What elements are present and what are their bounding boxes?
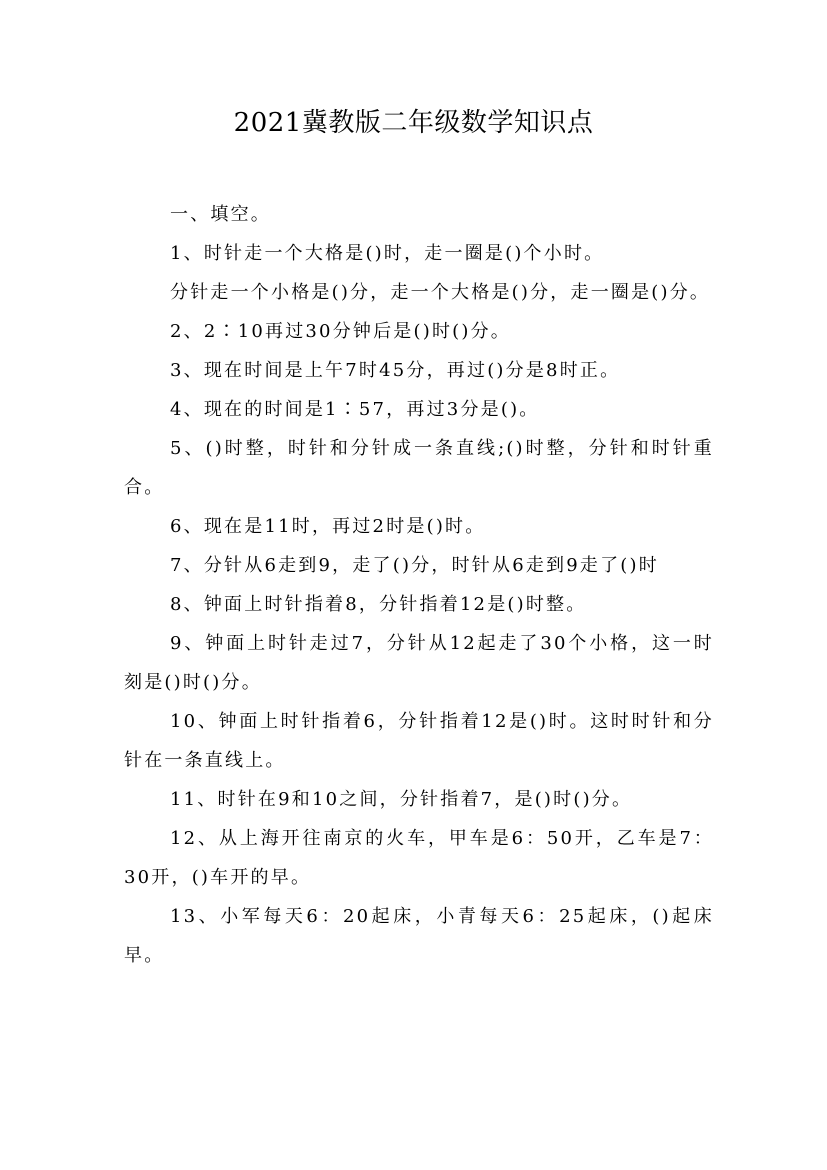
question-paragraph: 分针走一个小格是()分，走一个大格是()分，走一圈是()分。 <box>170 282 711 303</box>
question-paragraph: 3、现在时间是上午7时45分，再过()分是8时正。 <box>170 360 621 381</box>
question-paragraph: 9、钟面上时针走过7，分针从12起走了30个小格，这一时刻是()时()分。 <box>124 633 714 693</box>
question-paragraph: 1、时针走一个大格是()时，走一圈是()个小时。 <box>170 243 605 264</box>
question-paragraph: 8、钟面上时针指着8，分针指着12是()时整。 <box>170 594 587 615</box>
question-paragraph: 12、从上海开往南京的火车，甲车是6：50开，乙车是7：30开，()车开的早。 <box>124 828 714 888</box>
question-paragraph: 7、分针从6走到9，走了()分，时针从6走到9走了()时 <box>170 555 659 576</box>
question-paragraph: 10、钟面上时针指着6，分针指着12是()时。这时时针和分针在一条直线上。 <box>124 711 714 771</box>
document-title: 2021冀教版二年级数学知识点 <box>233 108 594 138</box>
question-paragraph: 6、现在是11时，再过2时是()时。 <box>170 516 486 537</box>
question-paragraph: 2、2∶10再过30分钟后是()时()分。 <box>170 321 512 342</box>
question-paragraph: 11、时针在9和10之间，分针指着7，是()时()分。 <box>170 789 633 810</box>
document-body <box>124 195 714 975</box>
question-paragraph: 13、小军每天6：20起床，小青每天6：25起床，()起床早。 <box>124 906 714 966</box>
question-paragraph: 5、()时整，时针和分针成一条直线;()时整，分针和时针重合。 <box>124 438 714 498</box>
section-heading: 一、填空。 <box>170 204 271 225</box>
question-paragraph: 4、现在的时间是1∶57，再过3分是()。 <box>170 399 540 420</box>
